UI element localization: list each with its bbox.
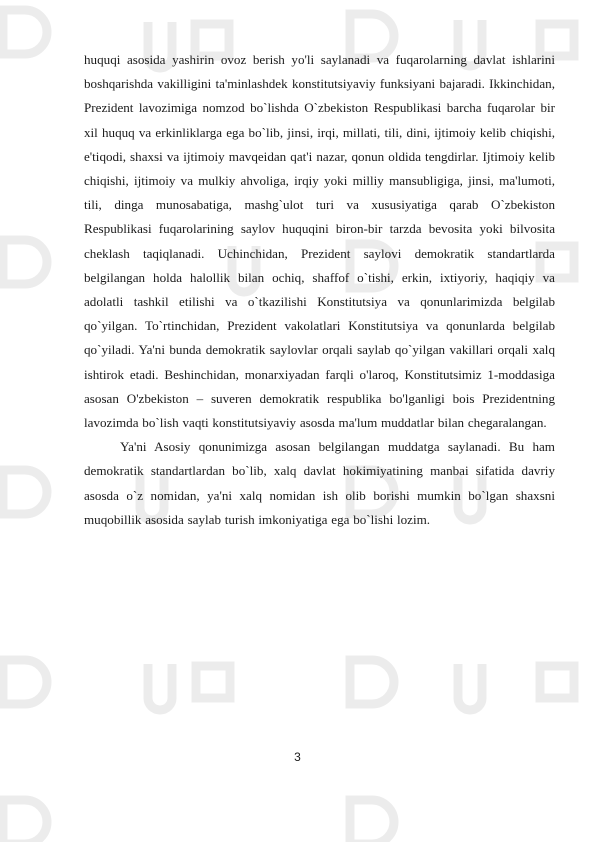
body-paragraph: huquqi asosida yashirin ovoz berish yo'li saylanadi va fuqarolarning davlat ishlarini boshqarishda vakilligini ta'minlashdek konstitutsiyaviy funksiyani bajaradi. Ikkinchidan, Prezident lavozimiga nomzod bo`lishda O`zbekiston Respublikasi barcha fuqarolar bir xil huquq va erkinliklarga ega bo`lib, jinsi, irqi, millati, tili, dini, ijtimoiy kelib chiqishi, e'tiqodi, shaxsi va ijtimoiy mavqeidan qat'i nazar, qonun oldida tengdirlar. Ijtimoiy kelib chiqishi, ijtimoiy va mulkiy ahvoliga, irqiy yoki milliy mansubligiga, jinsi, ma'lumoti, tili, dinga munosabatiga, mashg`ulot turi va xususiyatiga qarab O`zbekiston Respublikasi fuqarolarining saylov huquqini biron-bir tarzda bevosita yoki bilvosita cheklash taqiqlanadi. Uchinchidan, Prezident saylovi demokratik standartlarda belgilangan holda halollik bilan ochiq, shaffof o`tishi, erkin, ixtiyoriy, haqiqiy va adolatli tashkil etilishi va o`tkazilishi Konstitutsiya va qonunlarimizda belgilab qo`yilgan. To`rtinchidan, Prezident vakolatlari Konstitutsiya va qonunlarda belgilab qo`yiladi. Ya'ni bunda demokratik saylovlar orqali saylab qo`yilgan vakillari orqali xalq ishtirok etadi. Beshinchidan, monarxiyadan farqli o'laroq, Konstitutsimiz 1-moddasiga asosan O'zbekiston – suveren demokratik respublika bo'lganligi bois Prezidentning lavozimda bo`lish vaqti konstitutsiyaviy asosda ma'lum muddatlar bilan chegaralangan. xyxy=(84,52,555,431)
page-number: 3 xyxy=(294,750,301,764)
body-paragraph: Ya'ni Asosiy qonunimizga asosan belgilangan muddatga saylanadi. Bu ham demokratik standartlardan bo`lib, xalq davlat hokimiyatining manbai sifatida davriy asosda o`z nomidan, ya'ni xalq nomidan ish olib borishi mumkin bo`lgan shaxsni muqobillik asosida saylab turish imkoniyatiga ega bo`lishi lozim. xyxy=(84,439,555,527)
page-body xyxy=(84,48,555,532)
